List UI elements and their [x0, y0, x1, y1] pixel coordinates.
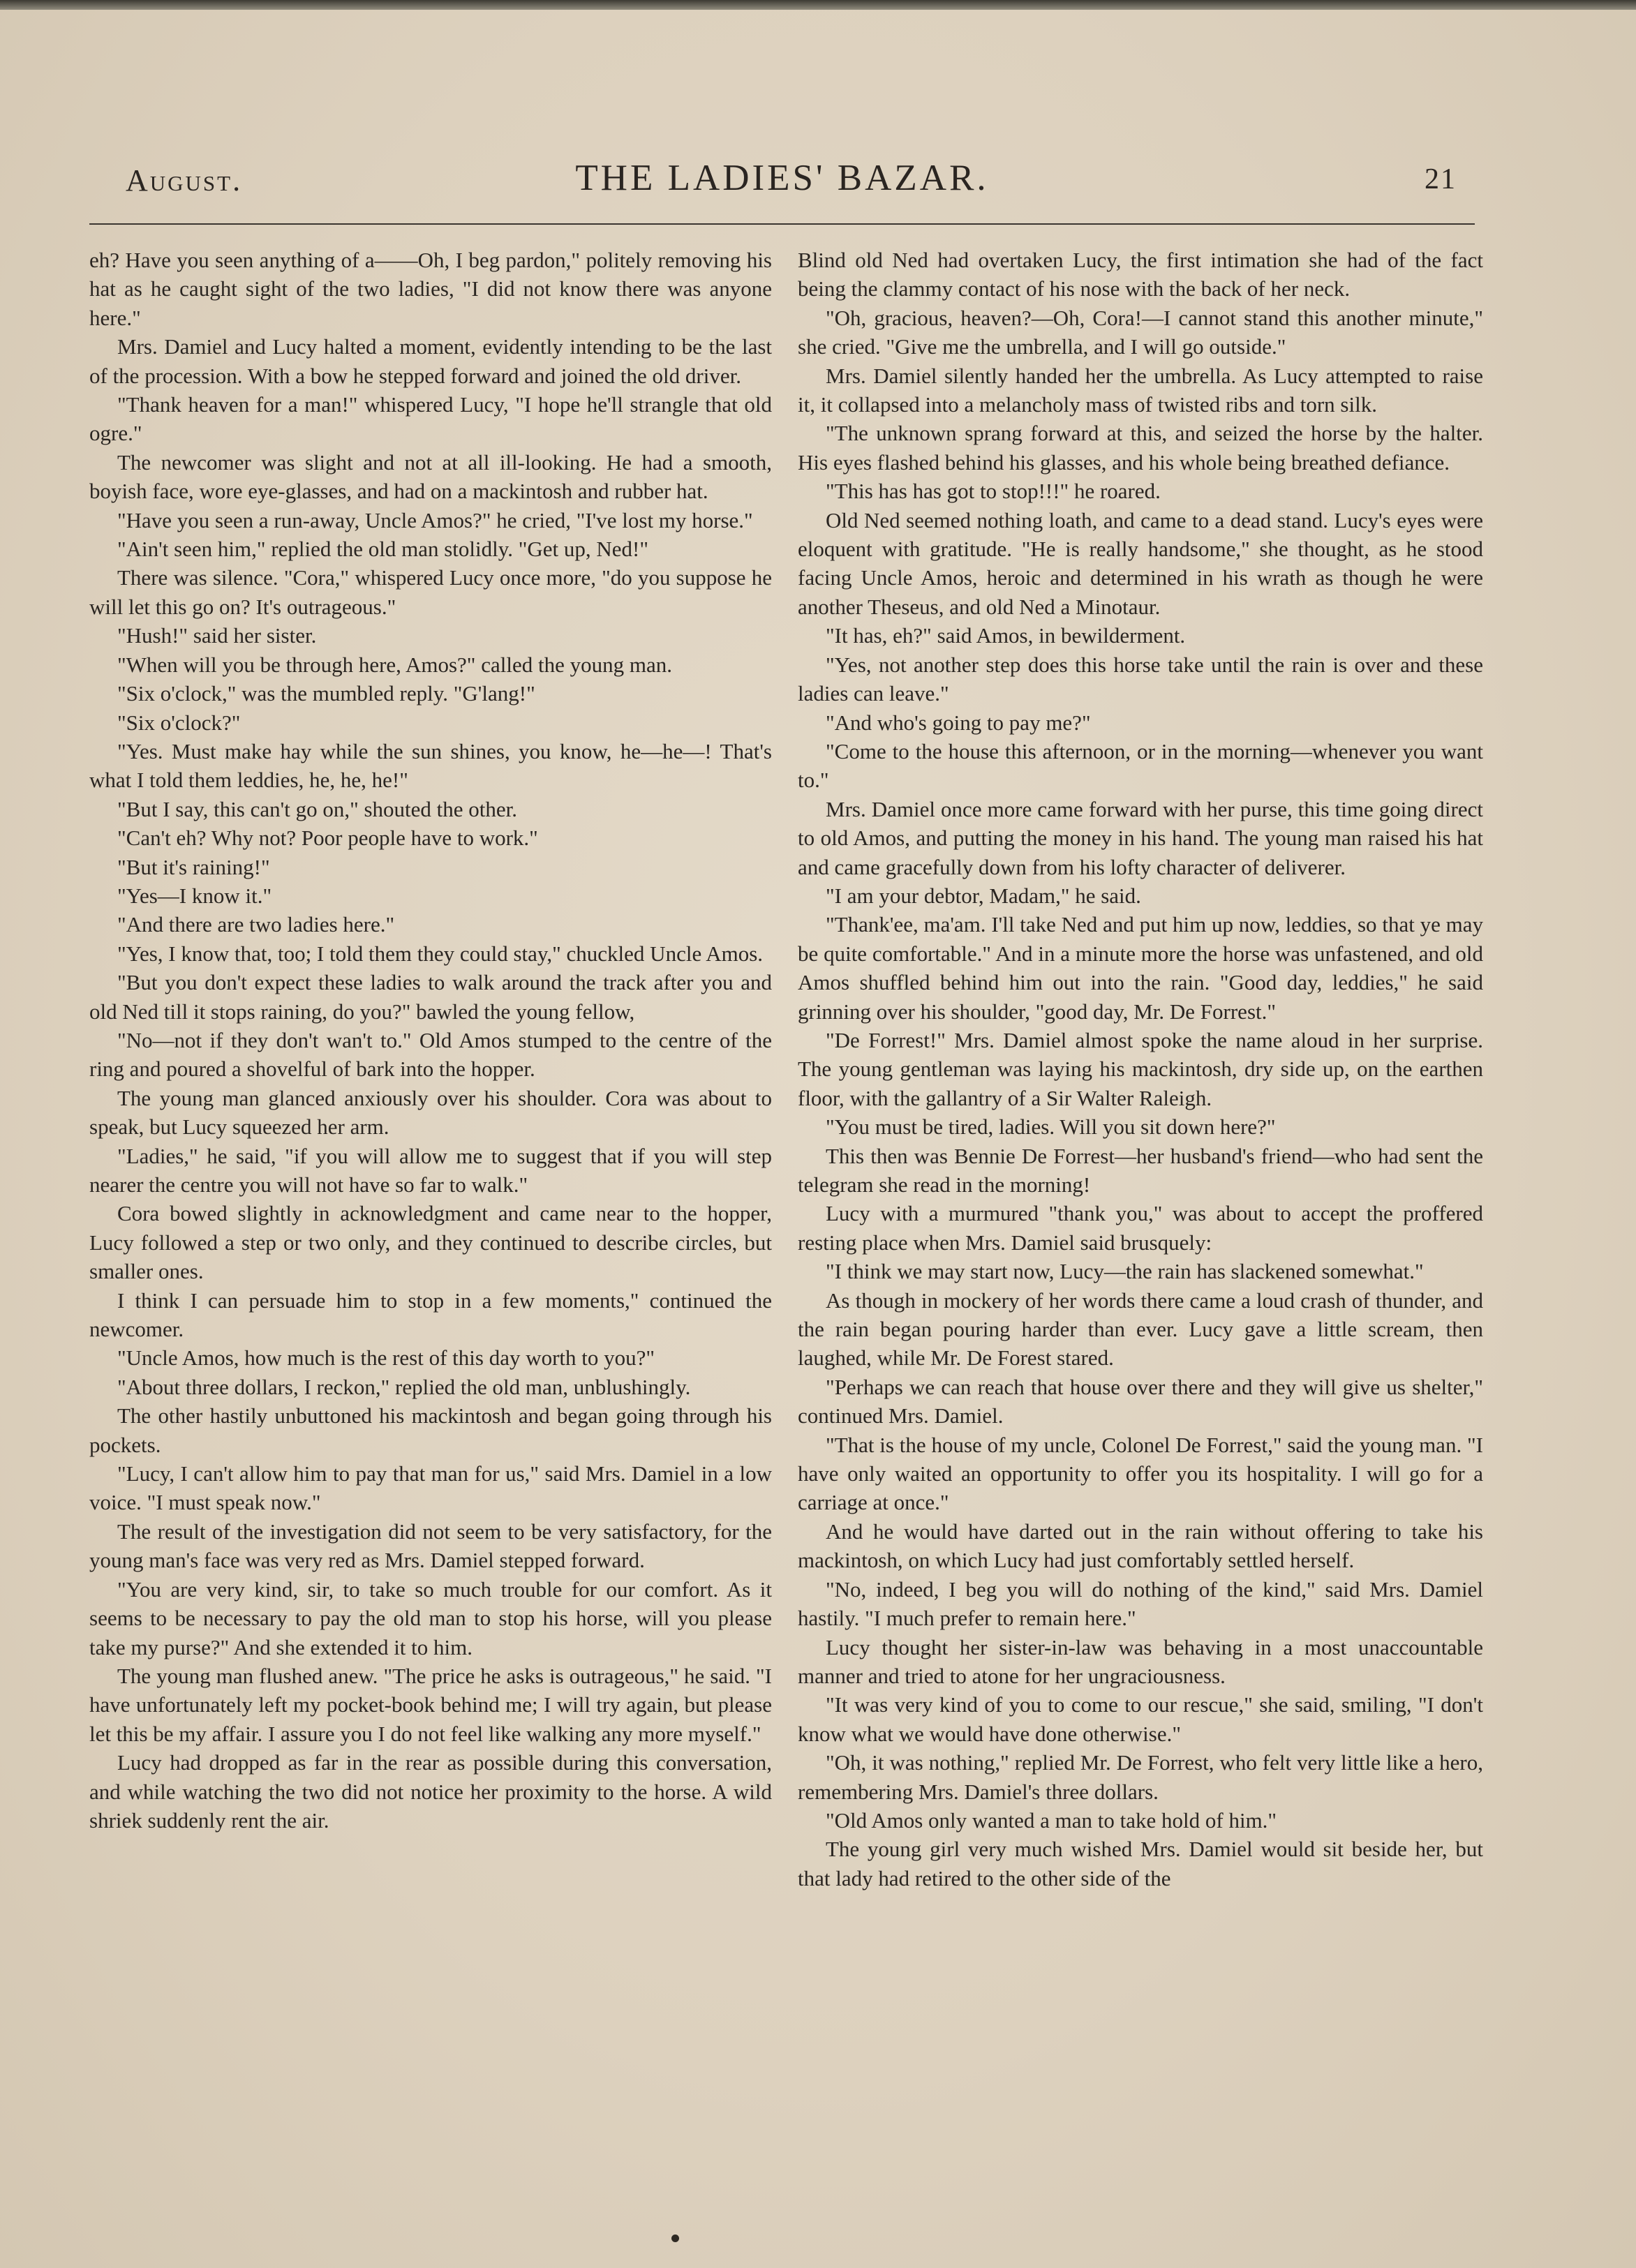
paragraph: "You must be tired, ladies. Will you sit down here?" — [826, 1114, 1276, 1140]
paragraph: "Thank'ee, ma'am. I'll take Ned and put him up now, leddies, so that ye may be quite comfortable." And in a minute more the horse was unfastened, and old Amos shuffled behind him out into the rain. "Good day, leddies," he said grinning over his shoulder, "good day, Mr. De Forrest." — [798, 912, 1483, 1024]
paragraph: Mrs. Damiel and Lucy halted a moment, evidently intending to be the last of the procession. With a bow he stepped forward and joined the old driver. — [89, 334, 772, 388]
paragraph: As though in mockery of her words there came a loud crash of thunder, and the rain began pouring harder than ever. Lucy gave a little scream, then laughed, while Mr. De Forest stared. — [798, 1288, 1483, 1371]
paragraph: "Old Amos only wanted a man to take hold of him." — [826, 1807, 1277, 1833]
left-column — [89, 246, 772, 1835]
paragraph: Lucy had dropped as far in the rear as possible during this conversation, and while watching the two did not notice her proximity to the horse. A wild shriek suddenly rent the air. — [89, 1750, 772, 1833]
paragraph: "Thank heaven for a man!" whispered Lucy, "I hope he'll strangle that old ogre." — [89, 392, 772, 446]
paragraph: The young girl very much wished Mrs. Damiel would sit beside her, but that lady had retired to the other side of the — [798, 1837, 1483, 1890]
paragraph: Lucy with a murmured "thank you," was about to accept the proffered resting place when Mrs. Damiel said brusquely: — [798, 1201, 1483, 1255]
paragraph: This then was Bennie De Forrest—her husband's friend—who had sent the telegram she read in the morning! — [798, 1143, 1483, 1197]
paragraph: "It has, eh?" said Amos, in bewilderment. — [826, 623, 1186, 648]
paragraph: Mrs. Damiel once more came forward with her purse, this time going direct to old Amos, and putting the money in his hand. The young man raised his hat and came gracefully down from his lofty character of deliverer. — [798, 796, 1483, 879]
paragraph: "Six o'clock," was the mumbled reply. "G'lang!" — [117, 681, 535, 706]
paragraph: "I am your debtor, Madam," he said. — [826, 883, 1141, 908]
paragraph: "No, indeed, I beg you will do nothing of the kind," said Mrs. Damiel hastily. "I much prefer to remain here." — [798, 1576, 1483, 1631]
paragraph: "But it's raining!" — [117, 854, 270, 879]
paragraph: I think I can persuade him to stop in a few moments," continued the newcomer. — [89, 1288, 772, 1342]
paragraph: The newcomer was slight and not at all ill-looking. He had a smooth, boyish face, wore eye-glasses, and had on a mackintosh and rubber hat. — [89, 449, 772, 504]
paragraph: "Yes, I know that, too; I told them they could stay," chuckled Uncle Amos. — [117, 941, 764, 966]
paragraph: "Ladies," he said, "if you will allow me to suggest that if you will step nearer the centre you will not have so far to walk." — [89, 1143, 772, 1197]
running-header — [89, 157, 1475, 206]
bottom-ornament-dot — [671, 2235, 679, 2242]
paragraph: "And who's going to pay me?" — [826, 710, 1091, 735]
paragraph: Old Ned seemed nothing loath, and came to a dead stand. Lucy's eyes were eloquent with gratitude. "He is really handsome," she thought, as he stood facing Uncle Amos, heroic and determined in his wrath as though he were another Theseus, and old Ned a Minotaur. — [798, 507, 1483, 619]
paragraph: "I think we may start now, Lucy—the rain has slackened somewhat." — [826, 1259, 1424, 1284]
paragraph: The result of the investigation did not seem to be very satisfactory, for the young man's face was very red as Mrs. Damiel stepped forward. — [89, 1519, 772, 1573]
paragraph: Mrs. Damiel silently handed her the umbrella. As Lucy attempted to raise it, it collapsed into a melancholy mass of twisted ribs and torn silk. — [798, 363, 1483, 417]
paragraph: "Hush!" said her sister. — [117, 623, 317, 648]
magazine-title: THE LADIES' BAZAR. — [575, 158, 989, 198]
paragraph: "Ain't seen him," replied the old man stolidly. "Get up, Ned!" — [117, 537, 649, 562]
paragraph: The young man flushed anew. "The price he asks is outrageous," he said. "I have unfortunately left my pocket-book behind me; I will try again, but please let this be my affair. I assure you I do not feel like walking any more myself." — [89, 1663, 772, 1746]
paragraph: Blind old Ned had overtaken Lucy, the first intimation she had of the fact being the clammy contact of his nose with the back of her neck. — [798, 248, 1483, 301]
paragraph: "It was very kind of you to come to our rescue," she said, smiling, "I don't know what we would have done otherwise." — [798, 1692, 1483, 1746]
paragraph: "But you don't expect these ladies to walk around the track after you and old Ned till it stops raining, do you?" bawled the young fellow, — [89, 970, 772, 1024]
paragraph: "Oh, gracious, heaven?—Oh, Cora!—I cannot stand this another minute," she cried. "Give me the umbrella, and I will go outside." — [798, 305, 1483, 359]
paragraph: "Yes. Must make hay while the sun shines, you know, he—he—! That's what I told them leddies, he, he, he!" — [89, 738, 772, 793]
page-top-edge — [0, 0, 1636, 10]
paragraph: "Yes, not another step does this horse take until the rain is over and these ladies can leave." — [798, 652, 1483, 706]
paragraph: "Uncle Amos, how much is the rest of this day worth to you?" — [117, 1345, 655, 1371]
paragraph: There was silence. "Cora," whispered Lucy once more, "do you suppose he will let this go on? It's outrageous." — [89, 565, 772, 619]
paragraph: "Six o'clock?" — [117, 710, 241, 735]
paragraph: "This has has got to stop!!!" he roared. — [826, 479, 1161, 504]
paragraph: "Come to the house this afternoon, or in the morning—whenever you want to." — [798, 738, 1483, 793]
paragraph: And he would have darted out in the rain without offering to take his mackintosh, on which Lucy had just comfortably settled herself. — [798, 1519, 1483, 1573]
paragraph: "Oh, it was nothing," replied Mr. De Forrest, who felt very little like a hero, remembering Mrs. Damiel's three dollars. — [798, 1750, 1483, 1804]
paragraph: "Can't eh? Why not? Poor people have to work." — [117, 826, 538, 851]
paragraph: eh? Have you seen anything of a——Oh, I beg pardon," politely removing his hat as he caught sight of the two ladies, "I did not know there was anyone here." — [89, 248, 772, 330]
paragraph: "When will you be through here, Amos?" called the young man. — [117, 652, 672, 677]
paragraph: The young man glanced anxiously over his shoulder. Cora was about to speak, but Lucy squeezed her arm. — [89, 1085, 772, 1140]
right-column — [798, 246, 1483, 1893]
paragraph: Lucy thought her sister-in-law was behaving in a most unaccountable manner and tried to atone for her ungraciousness. — [798, 1634, 1483, 1688]
paragraph: "No—not if they don't wan't to." Old Amos stumped to the centre of the ring and poured a shovelful of bark into the hopper. — [89, 1027, 772, 1082]
paragraph: Cora bowed slightly in acknowledgment and came near to the hopper, Lucy followed a step or two only, and they continued to describe circles, but smaller ones. — [89, 1201, 772, 1284]
paragraph: "And there are two ladies here." — [117, 912, 395, 937]
paragraph: "De Forrest!" Mrs. Damiel almost spoke the name aloud in her surprise. The young gentleman was laying his mackintosh, dry side up, on the earthen floor, with the gallantry of a Sir Walter Raleigh. — [798, 1027, 1483, 1110]
paragraph: "Perhaps we can reach that house over there and they will give us shelter," continued Mrs. Damiel. — [798, 1374, 1483, 1428]
paragraph: The other hastily unbuttoned his mackintosh and began going through his pockets. — [89, 1403, 772, 1457]
paragraph: "Yes—I know it." — [117, 883, 272, 908]
page-number: 21 — [1425, 163, 1457, 195]
paragraph: "About three dollars, I reckon," replied the old man, unblushingly. — [117, 1374, 691, 1399]
paragraph: "The unknown sprang forward at this, and seized the horse by the halter. His eyes flashed behind his glasses, and his whole being breathed defiance. — [798, 421, 1483, 475]
header-rule — [89, 223, 1475, 225]
header-month: August. — [126, 163, 243, 197]
paragraph: "But I say, this can't go on," shouted the other. — [117, 796, 518, 821]
paragraph: "Lucy, I can't allow him to pay that man for us," said Mrs. Damiel in a low voice. "I must speak now." — [89, 1461, 772, 1515]
paragraph: "Have you seen a run-away, Uncle Amos?" he cried, "I've lost my horse." — [117, 507, 753, 532]
paragraph: "That is the house of my uncle, Colonel De Forrest," said the young man. "I have only waited an opportunity to offer you its hospitality. I will go for a carriage at once." — [798, 1432, 1483, 1515]
paragraph: "You are very kind, sir, to take so much trouble for our comfort. As it seems to be necessary to pay the old man to stop his horse, will you please take my purse?" And she extended it to him. — [89, 1576, 772, 1659]
